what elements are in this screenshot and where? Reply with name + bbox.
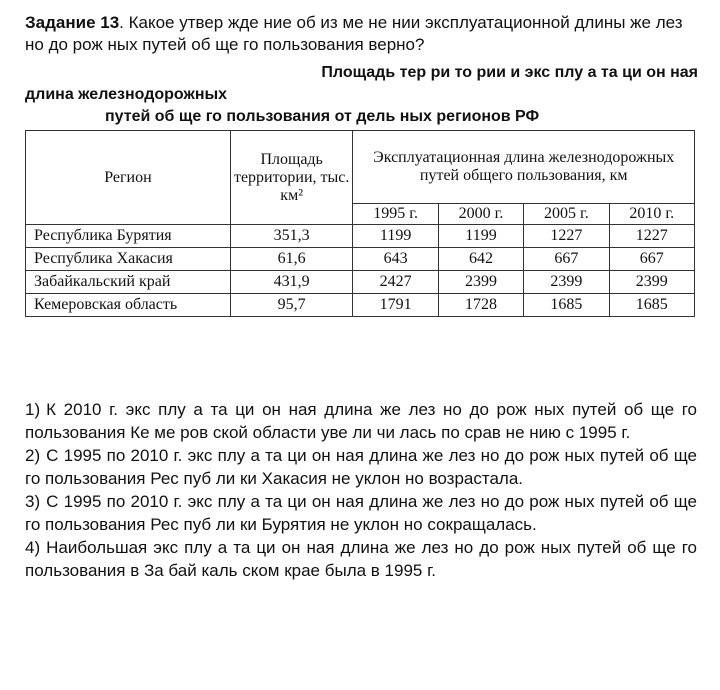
cell-length: 1685 [524, 294, 609, 317]
answer-option-1[interactable] [25, 398, 697, 444]
task-question: . Какое утвер жде ние об из ме не нии эксплуатационной длины же лез но до рож ных путей об ще го пользования верно? [25, 13, 683, 54]
option-text: К 2010 г. экс плу а та ци он ная длина же лез но до рож ных путей об ще го пользования Ке ме ров ской области уве ли чи лась по срав не нию с 1995 г. [25, 400, 697, 442]
option-number: 4) [25, 538, 41, 557]
header-length: Эксплуатационная длина железнодорожных путей общего пользования, км [353, 131, 695, 204]
cell-region: Забайкальский край [26, 271, 231, 294]
cell-length: 1227 [524, 225, 609, 248]
option-text: С 1995 по 2010 г. экс плу а та ци он ная длина же лез но до рож ных путей об ще го пользования Рес пуб ли ки Хакасия не уклон но возрастала. [25, 446, 697, 488]
cell-region: Кемеровская область [26, 294, 231, 317]
cell-length: 642 [438, 248, 523, 271]
cell-length: 1199 [353, 225, 438, 248]
answer-option-4[interactable] [25, 536, 697, 582]
table-row [26, 225, 695, 248]
cell-area: 95,7 [230, 294, 353, 317]
cell-length: 2399 [438, 271, 523, 294]
cell-area: 61,6 [230, 248, 353, 271]
table-caption-line-3: путей об ще го пользования от дель ных регионов РФ [105, 108, 540, 125]
table-row [26, 294, 695, 317]
header-year: 2010 г. [609, 204, 694, 225]
header-year: 2000 г. [438, 204, 523, 225]
option-text: С 1995 по 2010 г. экс плу а та ци он ная длина же лез но до рож ных путей об ще го пользования Рес пуб ли ки Бурятия не уклон но сокращалась. [25, 492, 697, 534]
header-year: 1995 г. [353, 204, 438, 225]
answer-option-3[interactable] [25, 490, 697, 536]
table-caption-line-1: Площадь тер ри то рии и экс плу а та ци он ная [321, 64, 698, 81]
task-statement [25, 12, 700, 56]
cell-length: 1227 [609, 225, 694, 248]
cell-region: Республика Бурятия [26, 225, 231, 248]
header-region: Регион [26, 131, 231, 225]
cell-length: 1685 [609, 294, 694, 317]
header-year: 2005 г. [524, 204, 609, 225]
cell-length: 2427 [353, 271, 438, 294]
option-number: 1) [25, 400, 41, 419]
cell-length: 643 [353, 248, 438, 271]
cell-area: 431,9 [230, 271, 353, 294]
cell-region: Республика Хакасия [26, 248, 231, 271]
cell-length: 1199 [438, 225, 523, 248]
cell-length: 2399 [609, 271, 694, 294]
option-text: Наибольшая экс плу а та ци он ная длина же лез но до рож ных путей об ще го пользования в За бай каль ском крае была в 1995 г. [25, 538, 697, 580]
cell-length: 1728 [438, 294, 523, 317]
cell-area: 351,3 [230, 225, 353, 248]
cell-length: 1791 [353, 294, 438, 317]
cell-length: 667 [609, 248, 694, 271]
header-area: Площадь территории, тыс. км² [230, 131, 353, 225]
table-caption-line-2: длина железнодорожных [25, 86, 228, 103]
answer-options [25, 398, 697, 582]
data-table [25, 130, 695, 317]
table-row [26, 248, 695, 271]
task-label: Задание 13 [25, 13, 120, 32]
cell-length: 667 [524, 248, 609, 271]
option-number: 2) [25, 446, 41, 465]
answer-option-2[interactable] [25, 444, 697, 490]
table-row [26, 271, 695, 294]
option-number: 3) [25, 492, 41, 511]
cell-length: 2399 [524, 271, 609, 294]
